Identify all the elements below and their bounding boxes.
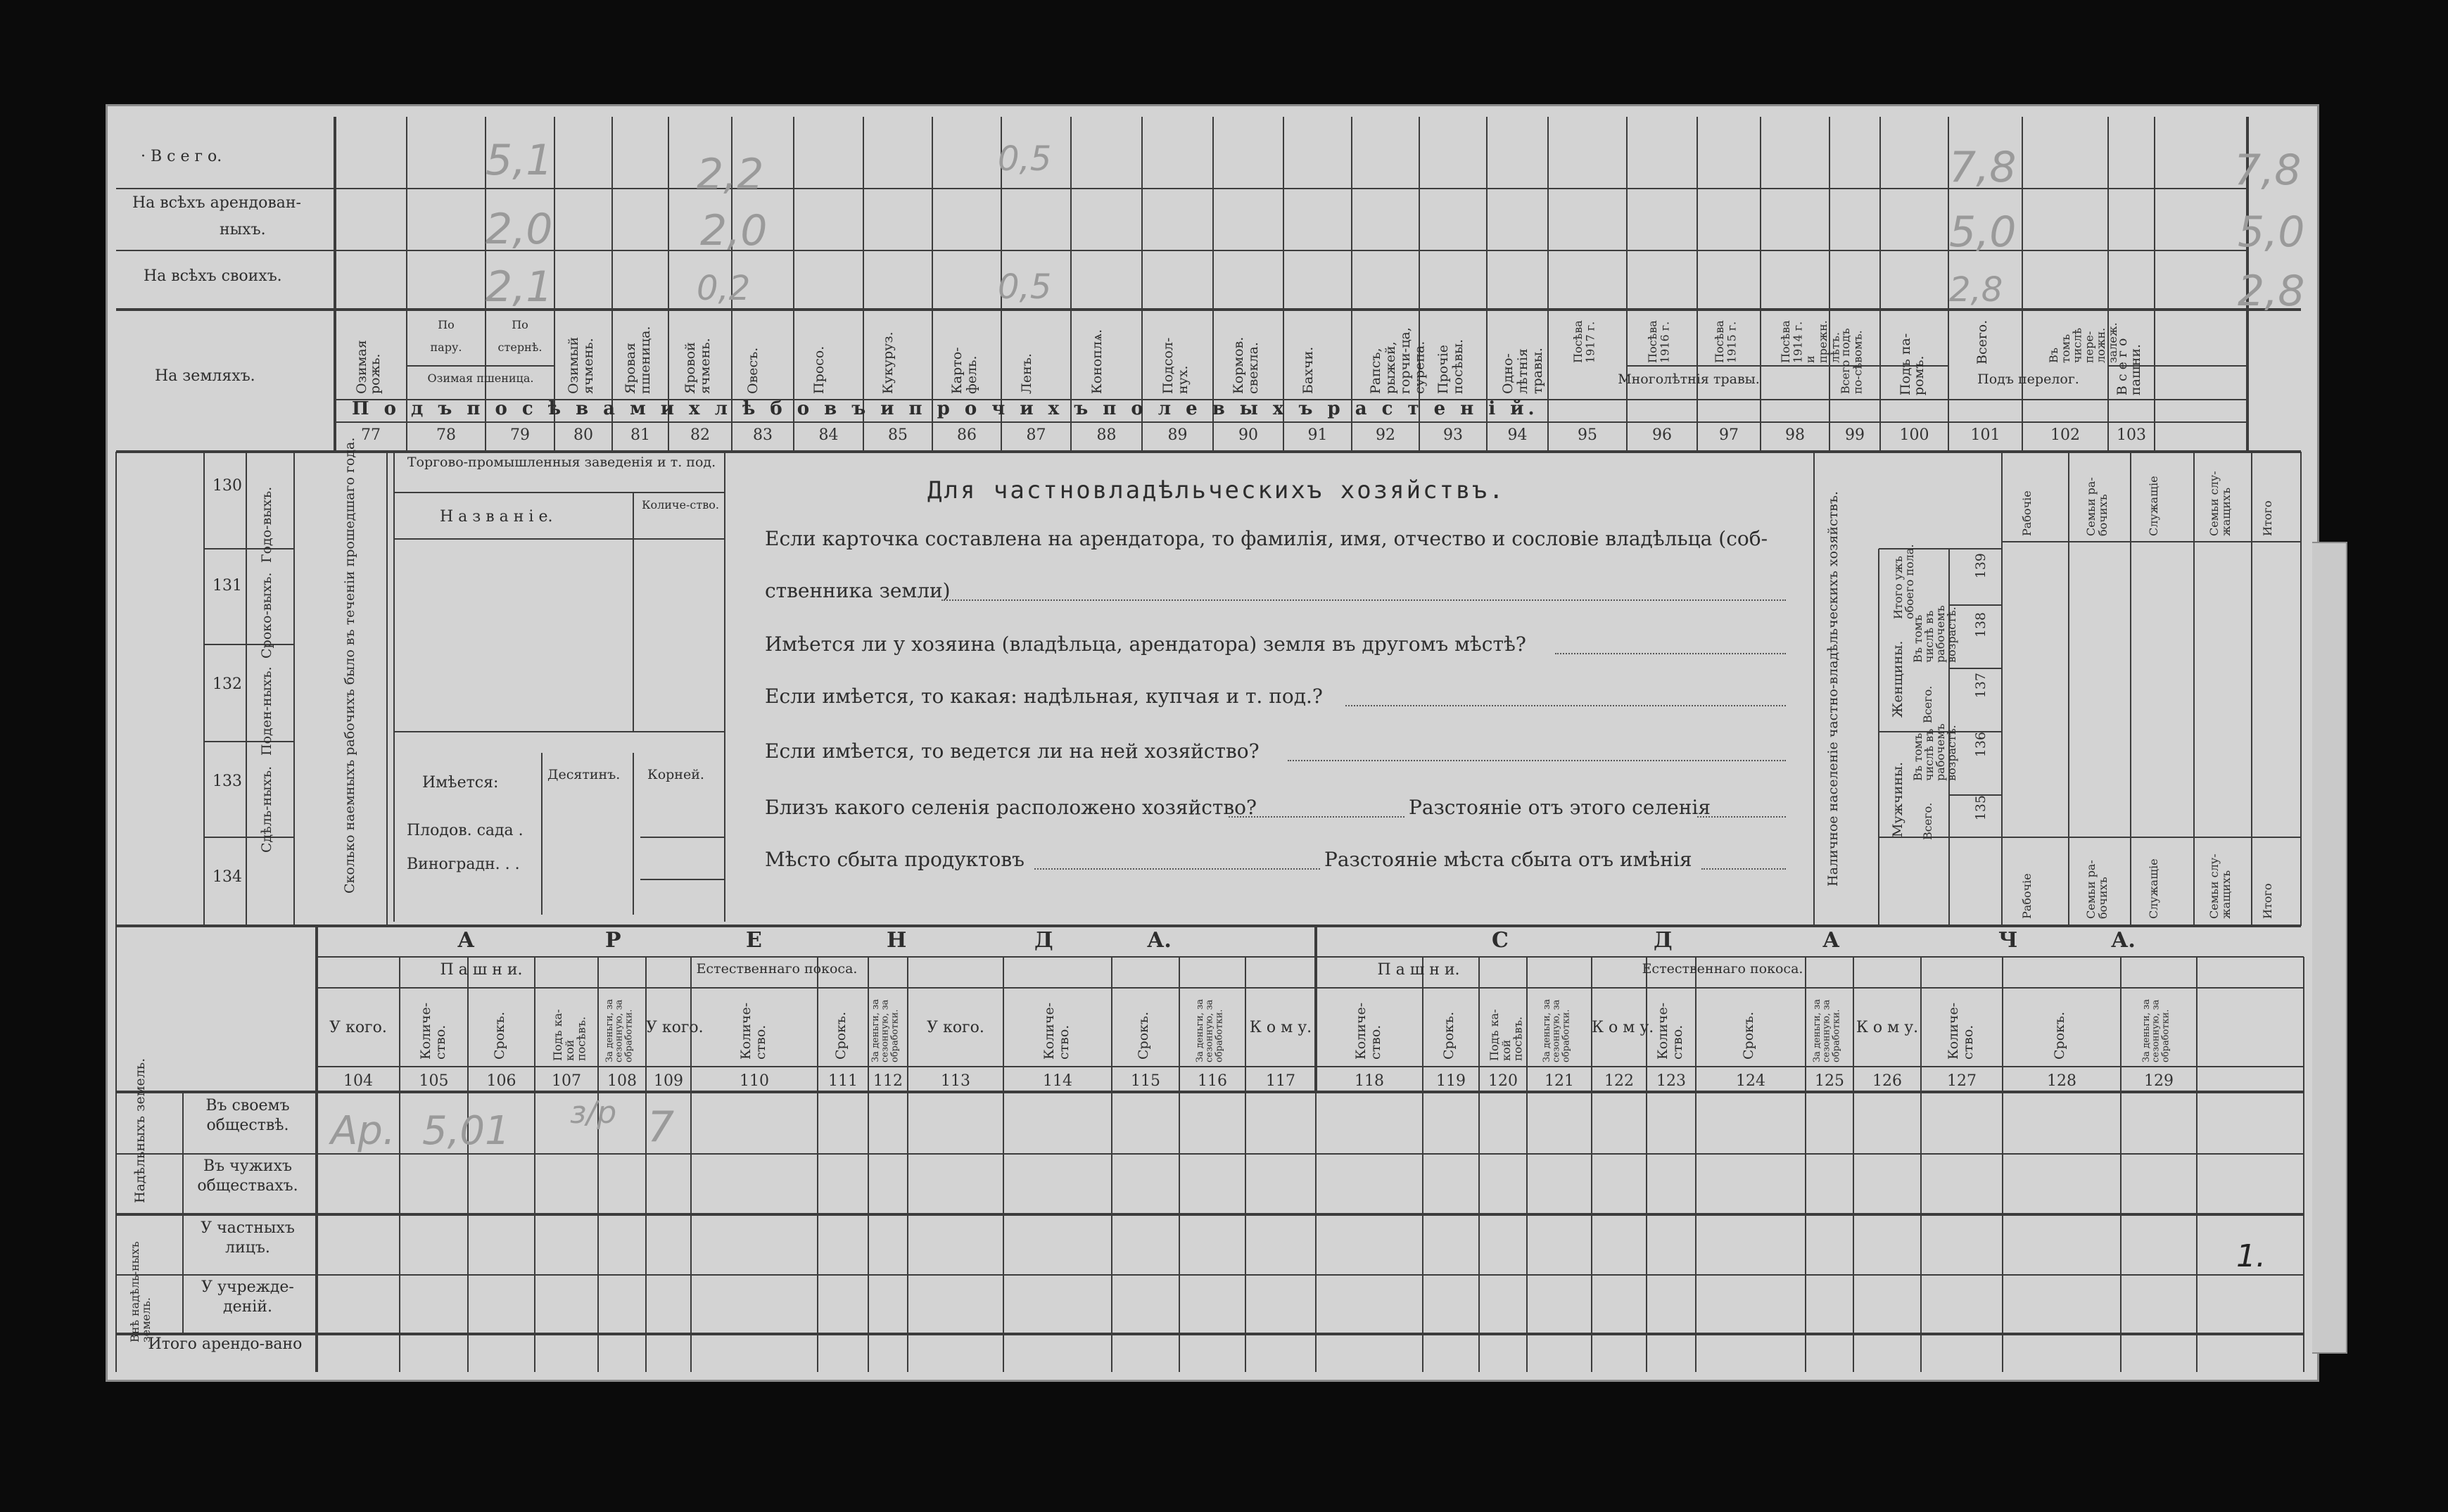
header-stubble-a: По: [512, 318, 528, 331]
col-number-120: 120: [1488, 1072, 1518, 1090]
sdacha-letter-4: А.: [2111, 928, 2136, 953]
arenda-letter-5: А.: [1147, 928, 1172, 953]
colhead-115: Срокъ.: [1136, 1011, 1151, 1060]
col-number-102: 102: [2050, 426, 2080, 444]
private-title: Для частновладѣльческихъ хозяйствъ.: [927, 476, 1506, 504]
header-under-fallow: Подъ па-ромъ.: [1897, 333, 1927, 395]
pop-col-1-bot: Семьи ра-бочихъ: [2084, 860, 2110, 919]
num-139: 139: [1973, 553, 1989, 579]
col-number-104: 104: [343, 1072, 373, 1090]
arenda-letter-3: Н: [887, 928, 907, 953]
header-rapeseed: Рапсъ, рыжей, горчи-ца, сурепа.: [1368, 327, 1428, 394]
header-winter-wheat: Озимая пшеница.: [427, 371, 534, 385]
orchard-label: Плодов. сада .: [407, 822, 524, 839]
num-138: 138: [1973, 612, 1989, 638]
header-fallow-land: Подъ перелог.: [1977, 371, 2079, 387]
hand-c107: з/р: [570, 1095, 617, 1131]
q4: Если имѣется, то ведется ли на ней хозяйство?: [765, 739, 1260, 763]
subhead-pashni-3: П а ш н и.: [1377, 961, 1460, 979]
label-daily: Поден-ныхъ.: [259, 666, 274, 756]
col-number-93: 93: [1443, 426, 1463, 444]
label-term: Сроко-выхъ.: [259, 572, 274, 659]
colhead-126: К о м у.: [1856, 1019, 1919, 1036]
header-sown-1914: Посѣва 1914 г. и прежн. лѣтъ.: [1779, 320, 1842, 363]
hand-own-c103: 2,8: [2238, 267, 2305, 316]
hand-mark: 1.: [2236, 1238, 2266, 1274]
colhead-120: Подъ ка-кой посѣвъ.: [1488, 1009, 1525, 1061]
men-label: Мужчины.: [1890, 761, 1905, 837]
hand-own-c86: 0,5: [998, 267, 1052, 307]
answer-line-2[interactable]: [1555, 653, 1786, 654]
col-number-123: 123: [1656, 1072, 1686, 1090]
col-number-78: 78: [436, 426, 456, 444]
col-number-110: 110: [740, 1072, 769, 1090]
has-label: Имѣется:: [422, 774, 499, 792]
row-label-rented-b: ныхъ.: [220, 221, 266, 239]
row-label-on-lands: На земляхъ.: [155, 367, 255, 385]
col-number-113: 113: [941, 1072, 970, 1090]
header-stubble-b: стернѣ.: [497, 341, 543, 354]
answer-line-1[interactable]: [941, 599, 1786, 601]
header-annual-grass: Одно-лѣтнія травы.: [1499, 348, 1545, 394]
answer-line-6a[interactable]: [1034, 868, 1320, 870]
row-own-society: Въ своемъ обществѣ.: [205, 1097, 290, 1134]
colhead-110: Количе-ство.: [738, 1002, 768, 1060]
band-heading: П о д ъ п о с ѣ в а м и х л ѣ б о в ъ и п р о ч и х ъ п о л е в ы х ъ р а с т е н і й.: [352, 400, 1539, 419]
arenda-letter-1: Р: [605, 928, 621, 953]
hand-own-c79: 2,1: [486, 262, 553, 312]
colhead-108: За деньги, за сезонную, за обработки.: [604, 998, 635, 1062]
col-number-98: 98: [1785, 426, 1805, 444]
hand-total-c82: 2,2: [697, 150, 764, 199]
row-institutions: У учрежде-деній.: [201, 1278, 294, 1316]
colhead-123: Количе-ство.: [1655, 1002, 1685, 1060]
label-hired-workers: Сколько наемныхъ рабочихъ было въ теченіи прошедшаго года.: [342, 437, 357, 894]
arenda-letter-4: Д: [1034, 928, 1053, 953]
header-other-crops: Прочіе посѣвы.: [1435, 338, 1466, 394]
col-number-97: 97: [1719, 426, 1739, 444]
pop-col-2-bot: Служащіе: [2147, 858, 2160, 919]
col-number-89: 89: [1167, 426, 1188, 444]
hand-total-c86: 0,5: [998, 139, 1052, 179]
colhead-125: За деньги, за сезонную, за обработки.: [1812, 998, 1842, 1062]
col-number-81: 81: [630, 426, 650, 444]
col-number-94: 94: [1507, 426, 1528, 444]
row-label-total: · В с е г о.: [141, 148, 222, 165]
col-number-80: 80: [573, 426, 593, 444]
header-millet: Просо.: [811, 345, 827, 394]
num-137: 137: [1973, 673, 1989, 699]
header-corn: Кукуруз.: [880, 331, 896, 394]
col-number-106: 106: [486, 1072, 516, 1090]
q1-line-b: ственника земли): [765, 579, 951, 602]
col-number-111: 111: [828, 1072, 858, 1090]
col-number-90: 90: [1238, 426, 1258, 444]
label-piecework: Сдѣль-ныхъ.: [259, 765, 274, 853]
men-working: Въ томъ числѣ въ рабочемъ возрастѣ.: [1911, 723, 1958, 781]
subhead-pokos-1: Естественнаго покоса.: [696, 961, 858, 977]
col-number-125: 125: [1815, 1072, 1844, 1090]
col-number-128: 128: [2047, 1072, 2076, 1090]
answer-line-5b[interactable]: [1697, 816, 1786, 818]
col-number-122: 122: [1604, 1072, 1634, 1090]
colhead-107: Подъ ка-кой посѣвъ.: [551, 1009, 588, 1061]
q5b: Разстояніе отъ этого селенія: [1409, 796, 1711, 819]
men-total: Всего.: [1921, 802, 1934, 840]
header-fallow-a: По: [438, 318, 455, 331]
header-fodder-beet: Кормов. свекла.: [1231, 336, 1261, 394]
col-number-108: 108: [607, 1072, 637, 1090]
q6b: Разстояніе мѣста сбыта отъ имѣнія: [1324, 848, 1692, 871]
col-number-88: 88: [1096, 426, 1117, 444]
pop-col-3-bot: Семьи слу-жащихъ: [2207, 853, 2233, 919]
header-total-fallow: Всего.: [1974, 319, 1990, 364]
population-title: Наличное населеніе частно-владѣльческихъ хозяйствъ.: [1825, 491, 1841, 887]
header-sown-1917: Посѣва 1917 г.: [1571, 320, 1597, 363]
header-fallow-b: пару.: [430, 341, 462, 354]
hand-own-c82: 0,2: [697, 269, 751, 308]
q3: Если имѣется, то какая: надѣльная, купчая и т. под.?: [765, 685, 1323, 708]
header-total-sown: Всего подъ по-сѣвомъ.: [1839, 328, 1865, 394]
colhead-129: За деньги, за сезонную, за обработки.: [2141, 998, 2171, 1062]
hand-total-c103: 7,8: [2234, 146, 2302, 195]
row-private-persons: У частныхъ лицъ.: [201, 1219, 295, 1257]
col-number-126: 126: [1872, 1072, 1902, 1090]
sdacha-letter-0: С: [1492, 928, 1509, 953]
colhead-106: Срокъ.: [491, 1011, 507, 1060]
hand-rent-c82: 2,0: [700, 206, 768, 255]
hand-rent-c103: 5,0: [2238, 208, 2305, 257]
col-number-95: 95: [1578, 426, 1597, 444]
label-yearly: Годо-выхъ.: [259, 486, 274, 563]
colhead-113: У кого.: [927, 1019, 984, 1036]
q5a: Близъ какого селенія расположено хозяйство?: [765, 796, 1257, 819]
sdacha-letter-1: Д: [1654, 928, 1673, 953]
colhead-124: Срокъ.: [1741, 1011, 1756, 1060]
header-sunflower: Подсол-нух.: [1160, 337, 1191, 394]
colhead-114: Количе-ство.: [1041, 1002, 1072, 1060]
hand-rent-c79: 2,0: [486, 205, 553, 254]
col-number-127: 127: [1947, 1072, 1977, 1090]
header-spring-wheat: Яровая пшеница.: [623, 326, 653, 394]
col-number-107: 107: [552, 1072, 581, 1090]
header-hemp: Коноплѧ.: [1089, 329, 1105, 394]
desyat-header: Десятинъ.: [547, 767, 621, 782]
subhead-pokos-4: Естественнаго покоса.: [1642, 961, 1803, 977]
col-number-129: 129: [2144, 1072, 2174, 1090]
header-melons: Бахчи.: [1300, 346, 1316, 394]
col-number-100: 100: [1899, 426, 1929, 444]
num-132: 132: [213, 675, 242, 693]
num-135: 135: [1973, 795, 1989, 821]
hand-c105: 5,01: [422, 1108, 510, 1154]
colhead-128: Срокъ.: [2052, 1011, 2067, 1060]
colhead-109: У кого.: [646, 1019, 704, 1036]
col-number-79: 79: [510, 426, 530, 444]
col-number-99: 99: [1845, 426, 1865, 444]
col-number-116: 116: [1198, 1072, 1227, 1090]
answer-line-6b[interactable]: [1701, 868, 1786, 870]
hand-rent-c99: 5,0: [1949, 208, 2017, 257]
col-number-119: 119: [1436, 1072, 1466, 1090]
col-number-77: 77: [361, 426, 381, 444]
colhead-105: Количе-ство.: [417, 1002, 448, 1060]
num-133: 133: [213, 773, 242, 790]
col-number-105: 105: [419, 1072, 449, 1090]
col-number-109: 109: [654, 1072, 683, 1090]
group-non-allotment: Внѣ надѣль-ныхъ земель.: [128, 1241, 153, 1342]
hand-own-c99: 2,8: [1949, 270, 2003, 310]
q2: Имѣется ли у хозяина (владѣльца, арендатора) земля въ другомъ мѣстѣ?: [765, 633, 1526, 656]
header-oats: Овесъ.: [745, 347, 761, 394]
pop-col-1-top: Семьи ра-бочихъ: [2084, 477, 2110, 536]
colhead-112: За деньги, за сезонную, за обработки.: [870, 998, 901, 1062]
arenda-letter-0: А: [457, 928, 475, 953]
trade-qty-header: Количе-ство.: [642, 498, 719, 512]
colhead-111: Срокъ.: [833, 1011, 849, 1060]
col-number-112: 112: [873, 1072, 903, 1090]
colhead-127: Количе-ство.: [1946, 1002, 1976, 1060]
pop-col-4-top: Итого: [2261, 500, 2274, 536]
answer-line-5a[interactable]: [1229, 816, 1404, 818]
arenda-letter-2: Е: [746, 928, 762, 953]
header-incl-longfallow: Въ томъ числѣ пере-ложн. залеж.: [2047, 322, 2119, 363]
colhead-121: За деньги, за сезонную, за обработки.: [1542, 998, 1572, 1062]
pop-col-3-top: Семьи слу-жащихъ: [2207, 471, 2233, 536]
q1-line-a: Если карточка составлена на арендатора, то фамилія, имя, отчество и сословіе владѣльца (соб-: [765, 527, 1768, 550]
col-number-118: 118: [1355, 1072, 1384, 1090]
col-number-117: 117: [1266, 1072, 1295, 1090]
subhead-pashni-0: П а ш н и.: [440, 961, 523, 979]
hand-c104: Ар.: [331, 1108, 395, 1154]
col-number-87: 87: [1026, 426, 1046, 444]
group-allotment-lands: Надѣльныхъ земель.: [132, 1057, 148, 1203]
header-sown-1915: Посѣва 1915 г.: [1713, 320, 1739, 363]
col-number-114: 114: [1043, 1072, 1072, 1090]
hand-c108: 7: [647, 1103, 675, 1152]
pop-col-4-bot: Итого: [2261, 883, 2274, 919]
col-number-115: 115: [1131, 1072, 1160, 1090]
total-both-sexes: Итого ужъ обоего пола.: [1891, 544, 1916, 619]
row-total-rented: Итого арендо-вано: [148, 1335, 303, 1353]
colhead-118: Количе-ство.: [1353, 1002, 1383, 1060]
hand-total-c99: 7,8: [1949, 143, 2017, 192]
roots-header: Корней.: [647, 767, 704, 782]
header-flax: Ленъ.: [1018, 353, 1034, 394]
row-label-own: На всѣхъ своихъ.: [144, 267, 282, 285]
col-number-124: 124: [1736, 1072, 1765, 1090]
women-total: Всего.: [1921, 685, 1934, 723]
header-spring-barley: Яровой ячмень.: [683, 338, 713, 394]
col-number-121: 121: [1545, 1072, 1574, 1090]
q6a: Мѣсто сбыта продуктовъ: [765, 848, 1025, 871]
row-label-rented-a: На всѣхъ арендован-: [132, 194, 301, 212]
colhead-116: За деньги, за сезонную, за обработки.: [1195, 998, 1225, 1062]
col-number-103: 103: [2117, 426, 2146, 444]
num-130: 130: [213, 477, 242, 495]
answer-line-4[interactable]: [1288, 760, 1786, 761]
header-perennial-grass: Многолѣтнія травы.: [1618, 371, 1760, 387]
col-number-84: 84: [818, 426, 839, 444]
num-131: 131: [213, 577, 242, 595]
col-number-82: 82: [690, 426, 710, 444]
trade-name-header: Н а з в а н і е.: [440, 508, 553, 526]
col-number-92: 92: [1376, 426, 1395, 444]
sdacha-letter-3: Ч: [1998, 928, 2018, 953]
women-working: Въ томъ числѣ въ рабочемъ возрастѣ.: [1911, 605, 1958, 663]
trade-title: Торгово-промышленныя заведенія и т. под.: [407, 455, 716, 470]
row-other-societies: Въ чужихъ обществахъ.: [197, 1157, 298, 1195]
women-label: Женщины.: [1890, 640, 1905, 718]
col-number-101: 101: [1970, 426, 2000, 444]
col-number-91: 91: [1307, 426, 1328, 444]
num-134: 134: [213, 868, 242, 886]
header-total-arable: В с е г о пашни.: [2114, 338, 2143, 395]
colhead-122: К о м у.: [1592, 1019, 1654, 1036]
colhead-104: У кого.: [329, 1019, 387, 1036]
col-number-96: 96: [1652, 426, 1672, 444]
pop-col-0-top: Рабочіе: [2019, 490, 2034, 536]
col-number-83: 83: [753, 426, 773, 444]
vineyard-label: Виноградн. . .: [407, 856, 520, 873]
col-number-86: 86: [957, 426, 977, 444]
header-winter-barley: Озимый ячмень.: [566, 336, 596, 394]
answer-line-3[interactable]: [1345, 705, 1786, 706]
sdacha-letter-2: А: [1822, 928, 1840, 953]
colhead-117: К о м у.: [1249, 1019, 1312, 1036]
pop-col-2-top: Служащіе: [2147, 476, 2160, 536]
num-136: 136: [1973, 732, 1989, 758]
header-sown-1916: Посѣва 1916 г.: [1646, 320, 1672, 363]
col-number-85: 85: [888, 426, 908, 444]
header-winter-rye: Озимая рожь.: [354, 340, 383, 394]
hand-total-c79: 5,1: [486, 136, 553, 185]
pop-col-0-bot: Рабочіе: [2019, 873, 2034, 919]
colhead-119: Срокъ.: [1441, 1011, 1457, 1060]
header-potato: Карто-фель.: [949, 347, 979, 394]
